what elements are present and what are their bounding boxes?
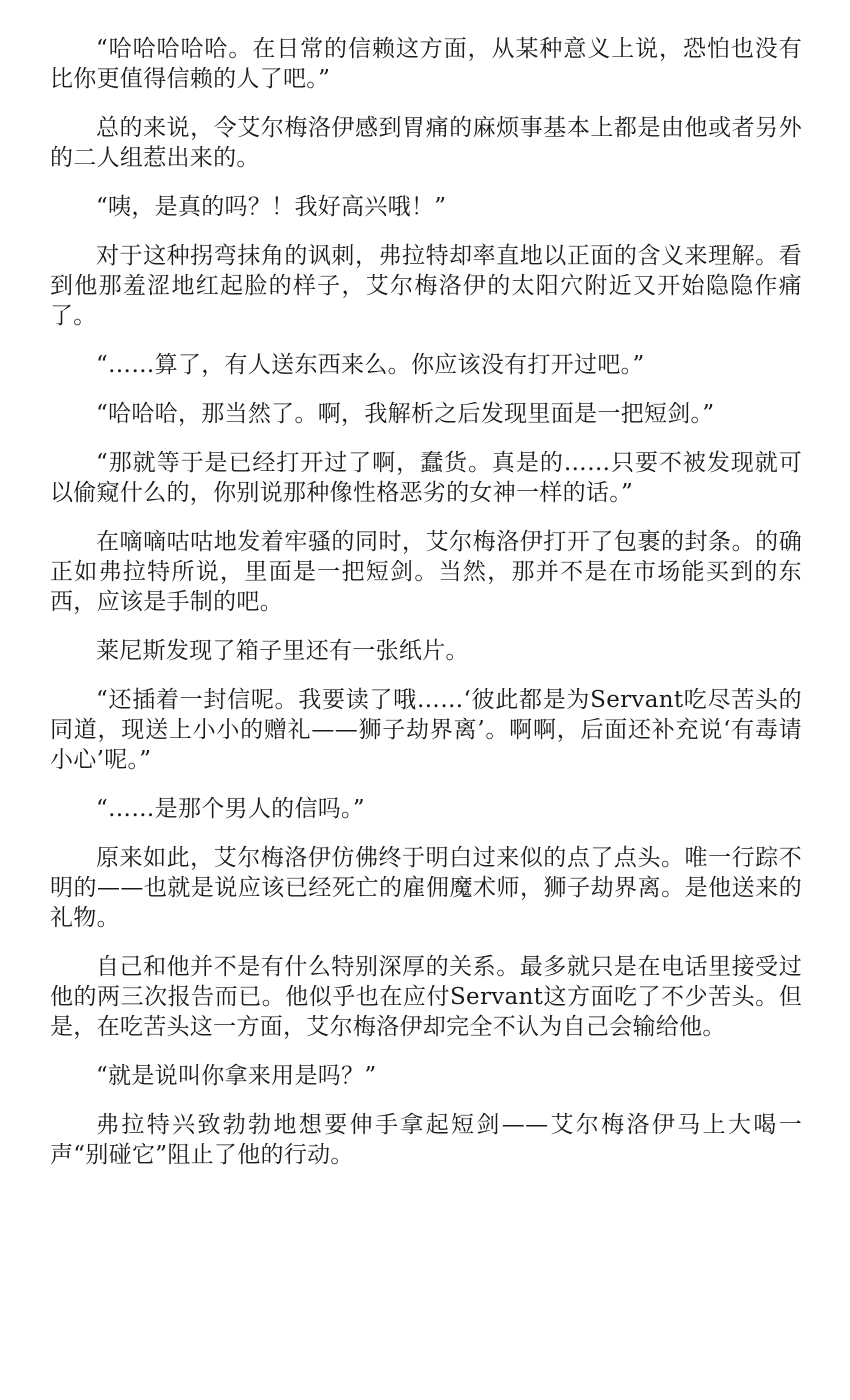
paragraph-7: “那就等于是已经打开过了啊，蠢货。真是的……只要不被发现就可以偷窥什么的，你别说那种像性格恶劣的女神一样的话。” <box>50 450 802 506</box>
paragraph-15: 弗拉特兴致勃勃地想要伸手拿起短剑——艾尔梅洛伊马上大喝一声“别碰它”阻止了他的行动。 <box>50 1112 802 1168</box>
paragraph-12: 原来如此，艾尔梅洛伊仿佛终于明白过来似的点了点头。唯一行踪不明的——也就是说应该已经死亡的雇佣魔术师，狮子劫界离。是他送来的礼物。 <box>50 845 802 931</box>
paragraph-10: “还插着一封信呢。我要读了哦……‘彼此都是为Servant吃尽苦头的同道，现送上小小的赠礼——狮子劫界离’。啊啊，后面还补充说‘有毒请小心’呢。” <box>50 687 802 773</box>
paragraph-13: 自己和他并不是有什么特别深厚的关系。最多就只是在电话里接受过他的两三次报告而已。他似乎也在应付Servant这方面吃了不少苦头。但是，在吃苦头这一方面，艾尔梅洛伊却完全不认为自己会输给他。 <box>50 954 802 1040</box>
paragraph-6: “哈哈哈，那当然了。啊，我解析之后发现里面是一把短剑。” <box>96 401 715 427</box>
paragraph-1: “哈哈哈哈哈。在日常的信赖这方面，从某种意义上说，恐怕也没有比你更值得信赖的人了吧。” <box>50 36 802 92</box>
paragraph-14: “就是说叫你拿来用是吗？” <box>96 1063 377 1089</box>
paragraph-9: 莱尼斯发现了箱子里还有一张纸片。 <box>96 638 469 664</box>
document-page <box>50 34 802 1189</box>
paragraph-11: “……是那个男人的信吗。” <box>96 796 365 822</box>
paragraph-3: “咦，是真的吗？！我好高兴哦！” <box>96 194 447 220</box>
paragraph-2: 总的来说，令艾尔梅洛伊感到胃痛的麻烦事基本上都是由他或者另外的二人组惹出来的。 <box>50 115 802 171</box>
paragraph-8: 在嘀嘀咕咕地发着牢骚的同时，艾尔梅洛伊打开了包裹的封条。的确正如弗拉特所说，里面是一把短剑。当然，那并不是在市场能买到的东西，应该是手制的吧。 <box>50 529 802 615</box>
paragraph-5: “……算了，有人送东西来么。你应该没有打开过吧。” <box>96 352 645 378</box>
paragraph-4: 对于这种拐弯抹角的讽刺，弗拉特却率直地以正面的含义来理解。看到他那羞涩地红起脸的样子，艾尔梅洛伊的太阳穴附近又开始隐隐作痛了。 <box>50 243 802 329</box>
